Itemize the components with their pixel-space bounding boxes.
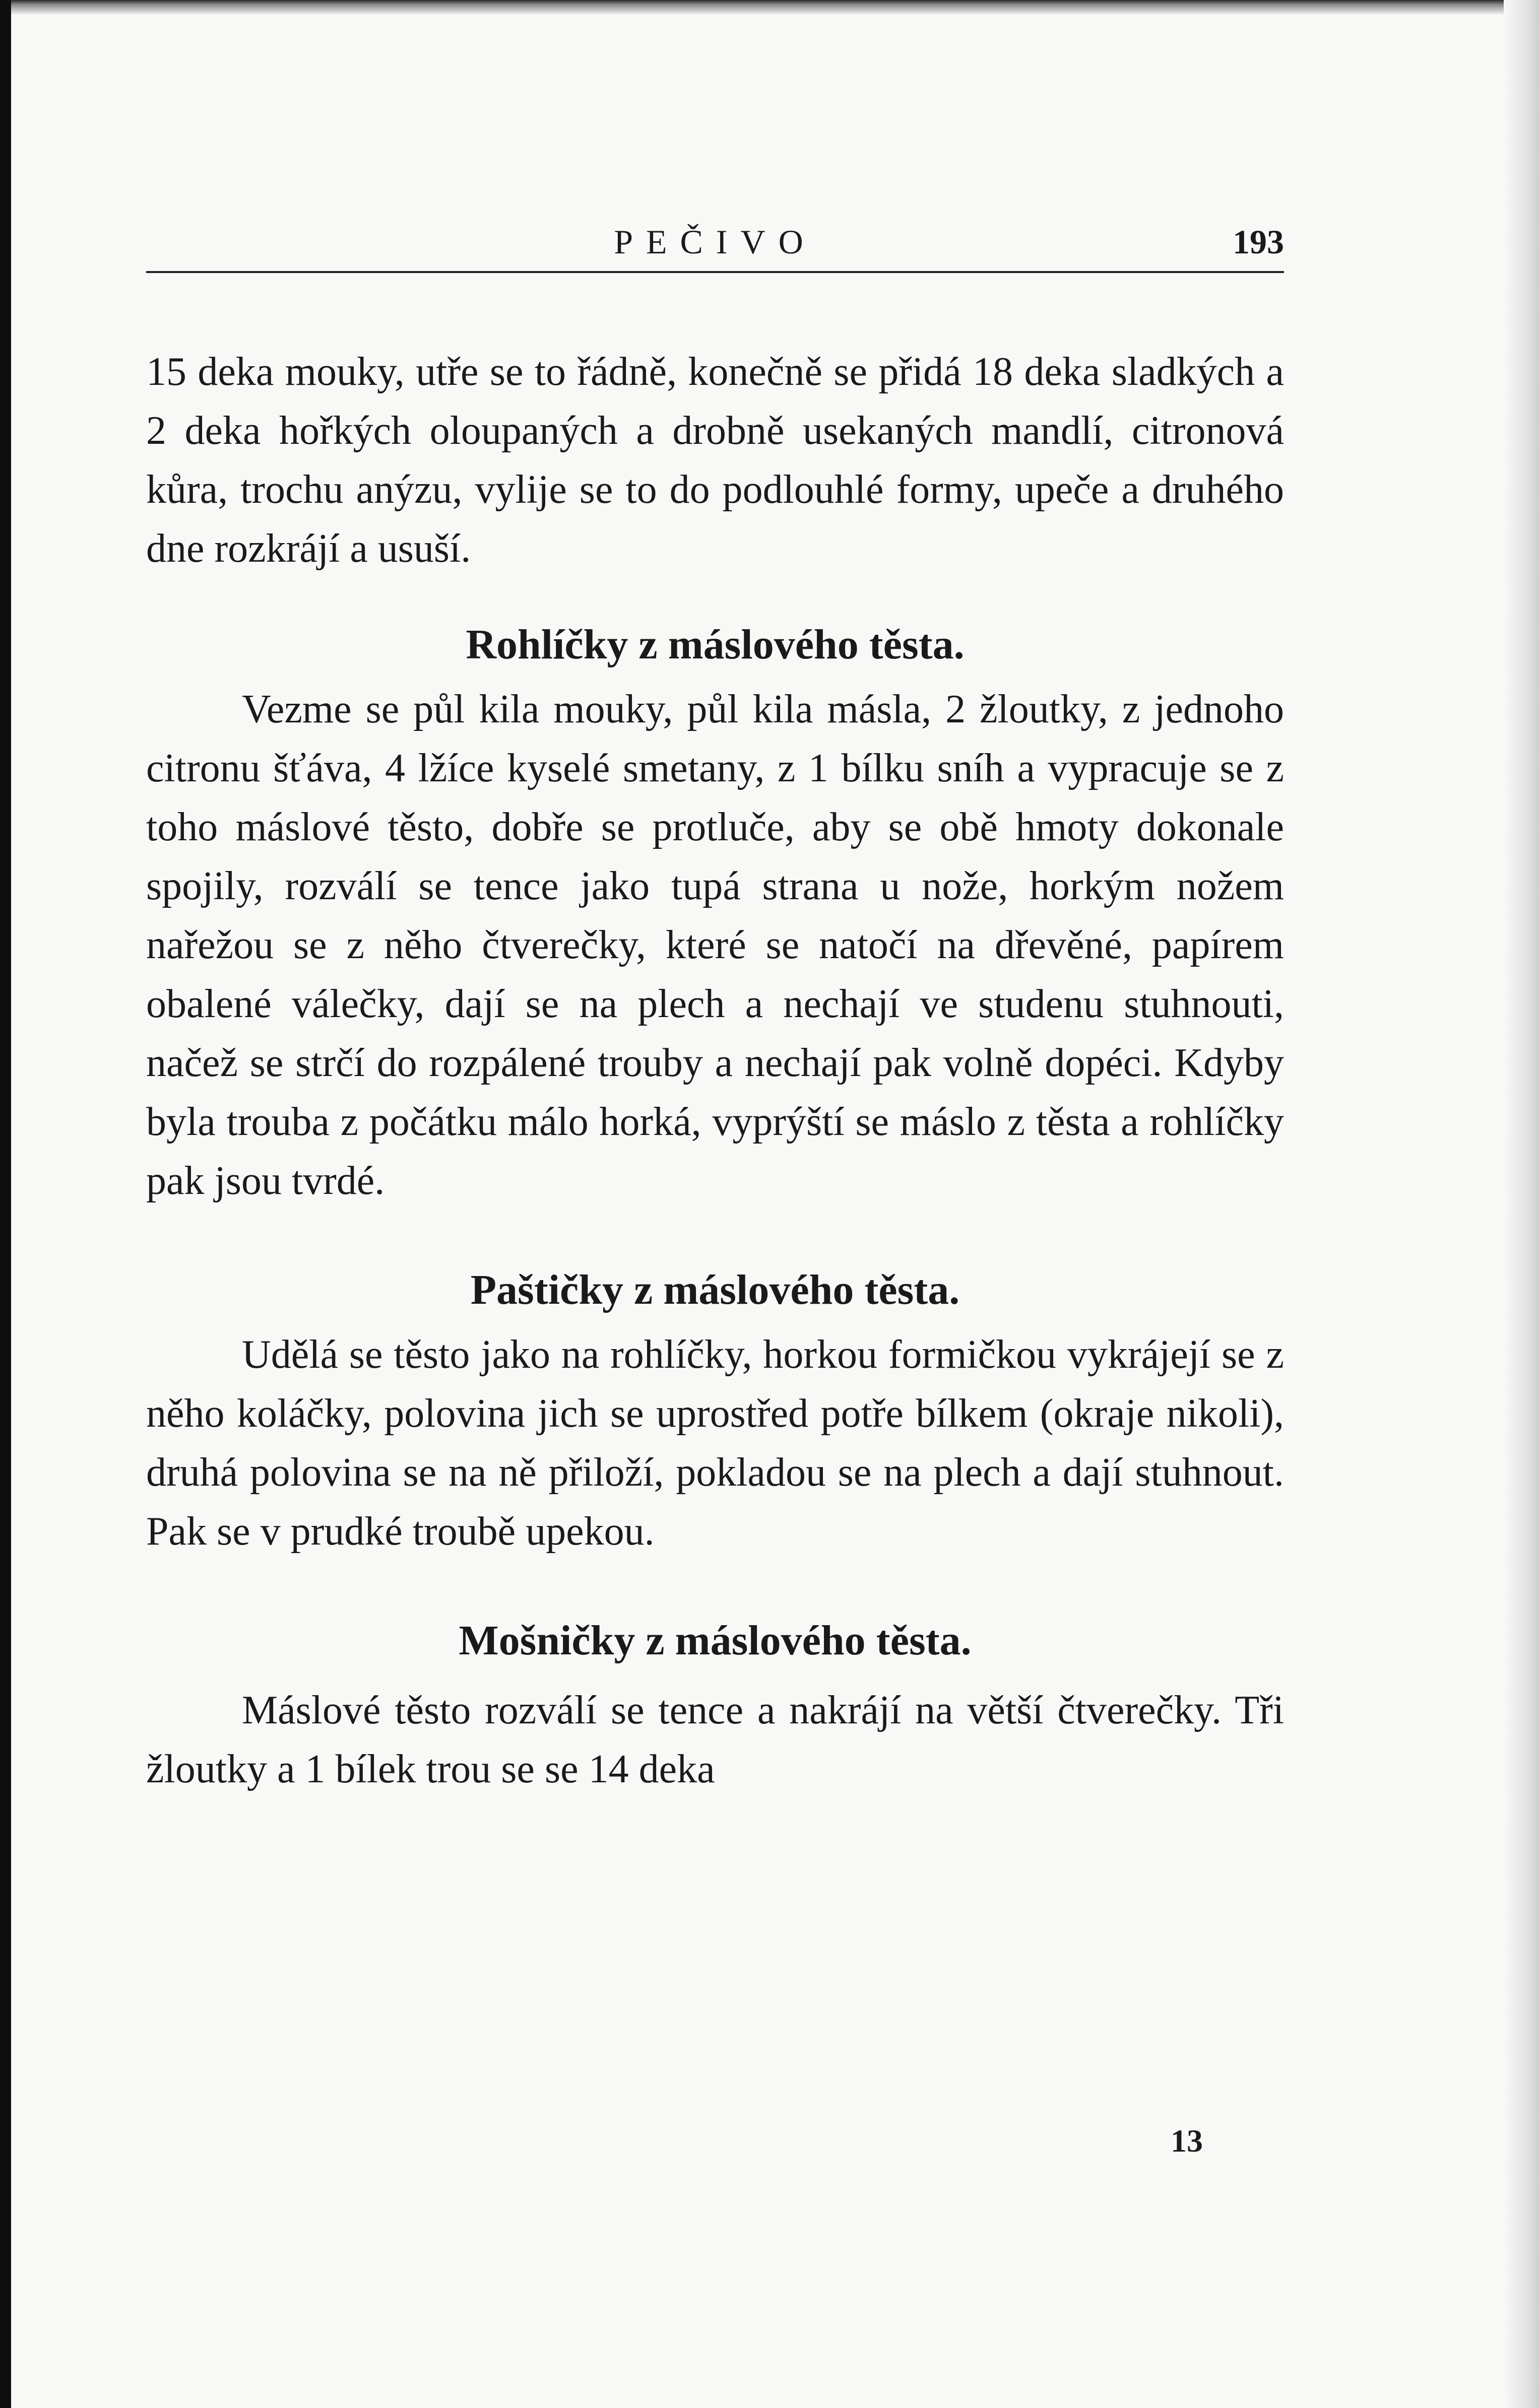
- recipe-heading-rohlicky: Rohlíčky z máslového těsta.: [466, 621, 965, 668]
- recipe-heading-pasticky: Paštičky z máslového těsta.: [470, 1266, 960, 1313]
- paragraph-rohlicky: Vezme se půl kila mouky, půl kila másla, 2 žloutky, z jednoho citronu šťáva, 4 lžíce kyselé smetany, z 1 bílku sníh a vypracuje se z toho máslové těsto, dobře se protluče, aby se obě hmoty dokonale spojily, rozválí se tence jako tupá strana u nože, horkým nožem nařežou se z něho čtverečky, které se natočí na dřevěné, papírem obalené válečky, dají se na plech a nechají ve studenu stuhnouti, načež se strčí do rozpálené trouby a nechají pak volně dopéci. Kdyby byla trouba z počátku málo horká, vyprýští se máslo z těsta a rohlíčky pak jsou tvrdé.: [146, 687, 1284, 1203]
- page-body: [146, 343, 1284, 1799]
- paragraph-continuation: 15 deka mouky, utře se to řádně, konečně se přidá 18 deka sladkých a 2 deka hořkých oloupaných a drobně usekaných mandlí, citronová kůra, trochu anýzu, vylije se to do podlouhlé formy, upeče a druhého dne rozkrájí a usuší.: [146, 350, 1284, 571]
- paragraph-mosnicky: Máslové těsto rozválí se tence a nakrájí na větší čtverečky. Tři žloutky a 1 bílek trou se se 14 deka: [146, 1688, 1284, 1791]
- book-spine-shadow: [0, 0, 11, 2408]
- paragraph-pasticky: Udělá se těsto jako na rohlíčky, horkou formičkou vykrájejí se z něho koláčky, polovina jich se uprostřed potře bílkem (okraje nikoli), druhá polovina se na ně přiloží, pokladou se na plech a dají stuhnout. Pak se v prudké troubě upekou.: [146, 1332, 1284, 1554]
- page-number: 193: [1233, 223, 1284, 261]
- recipe-heading-mosnicky: Mošničky z máslového těsta.: [459, 1617, 972, 1664]
- running-title: PEČIVO: [614, 223, 816, 261]
- page-header: [146, 217, 1284, 272]
- top-edge-shadow: [11, 0, 1539, 15]
- right-edge-shadow: [1504, 0, 1539, 2408]
- header-rule: [146, 271, 1284, 273]
- signature-mark: 13: [1171, 2123, 1203, 2159]
